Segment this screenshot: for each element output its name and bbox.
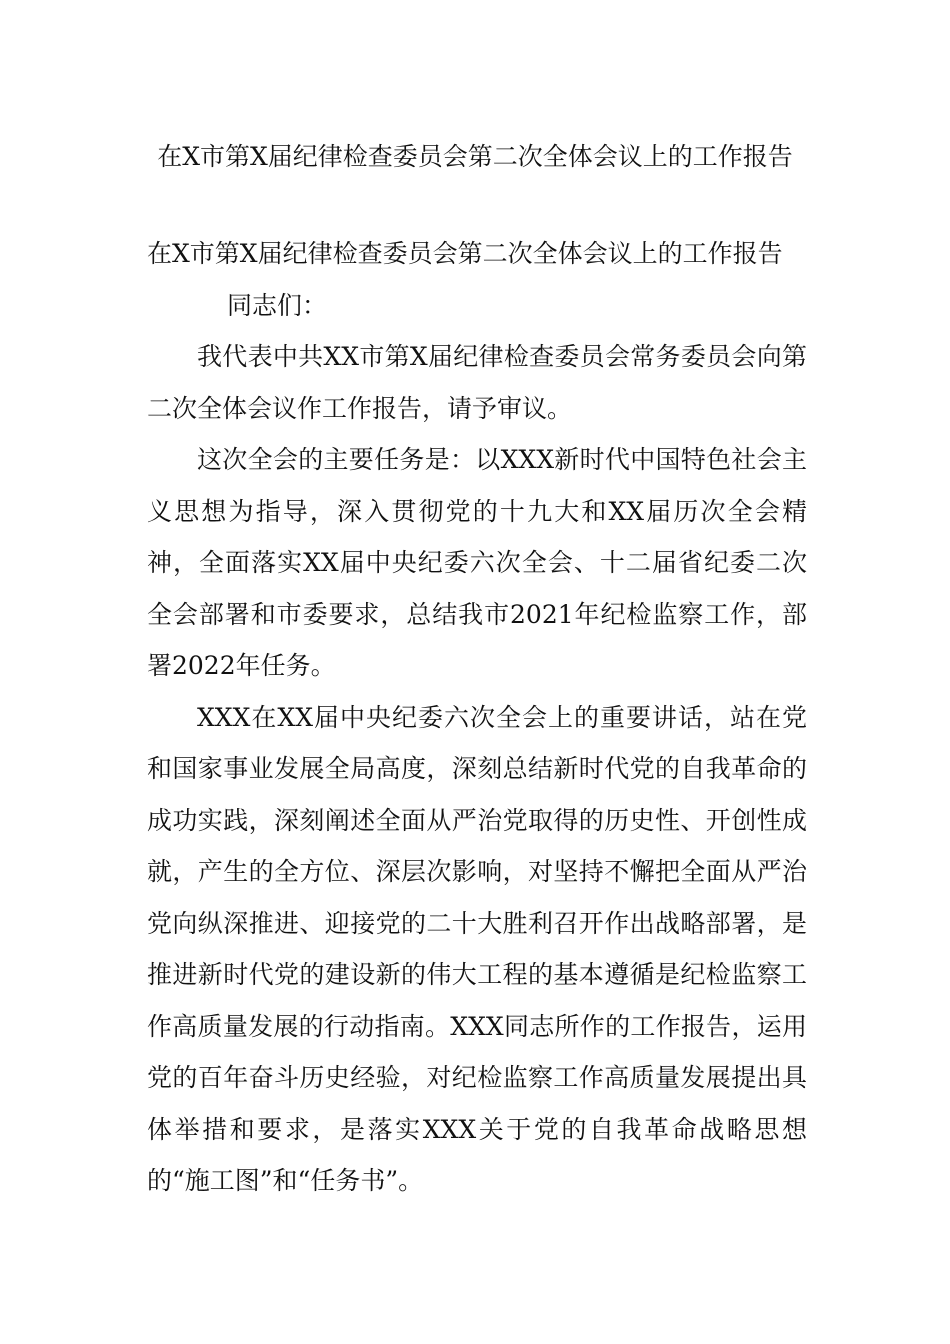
body-paragraph: 我代表中共XX市第X届纪律检查委员会常务委员会向第二次全体会议作工作报告，请予审议。 bbox=[147, 342, 807, 423]
document-title: 在X市第X届纪律检查委员会第二次全体会议上的工作报告 bbox=[157, 142, 793, 171]
body-paragraph: 这次全会的主要任务是：以XXX新时代中国特色社会主义思想为指导，深入贯彻党的十九大和XX届历次全会精神，全面落实XX届中央纪委六次全会、十二届省纪委二次全会部署和市委要求，总结我市2021年纪检监察工作，部署2022年任务。 bbox=[147, 445, 807, 680]
document-body bbox=[147, 228, 807, 1207]
salutation: 同志们： bbox=[227, 290, 328, 320]
repeated-title-paragraph: 在X市第X届纪律检查委员会第二次全体会议上的工作报告 bbox=[147, 239, 783, 268]
body-paragraph: XXX在XX届中央纪委六次全会上的重要讲话，站在党和国家事业发展全局高度，深刻总结新时代党的自我革命的成功实践，深刻阐述全面从严治党取得的历史性、开创性成就，产生的全方位、深层次影响，对坚持不懈把全面从严治党向纵深推进、迎接党的二十大胜利召开作出战略部署，是推进新时代党的建设新的伟大工程的基本遵循是纪检监察工作高质量发展的行动指南。XXX同志所作的工作报告，运用党的百年奋斗历史经验，对纪检监察工作高质量发展提出具体举措和要求，是落实XXX关于党的自我革命战略思想的“施工图”和“任务书”。 bbox=[147, 702, 807, 1195]
